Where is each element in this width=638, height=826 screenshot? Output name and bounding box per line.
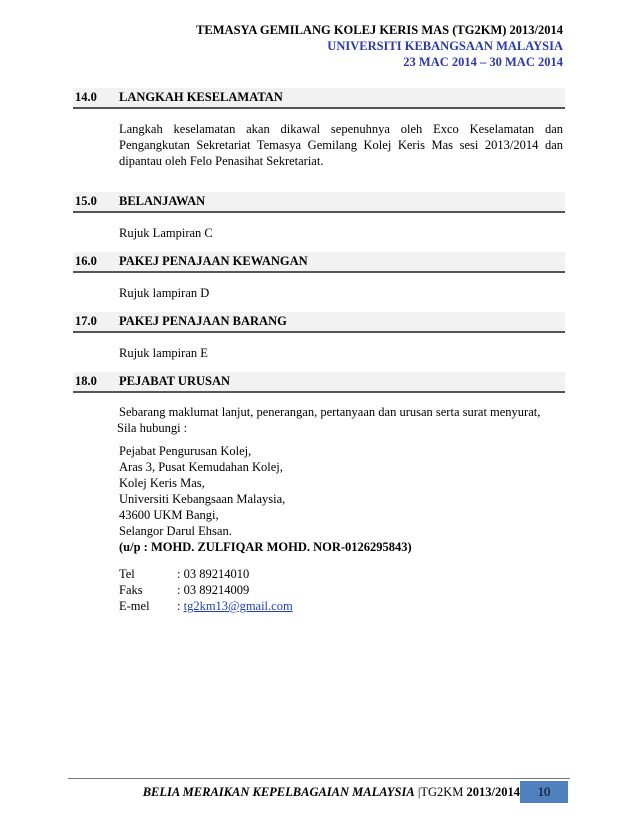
- address-line: Pejabat Pengurusan Kolej,: [119, 444, 252, 458]
- address-line: Kolej Keris Mas,: [119, 476, 205, 490]
- contact-label: Faks: [119, 583, 143, 597]
- section-18-intro: Sebarang maklumat lanjut, penerangan, pertanyaan dan urusan serta surat menyurat,: [119, 405, 541, 419]
- section-number: 16.0: [75, 254, 97, 268]
- contact-label: Tel: [119, 567, 135, 581]
- section-18-contact-prompt: Sila hubungi :: [117, 421, 188, 435]
- section-number: 14.0: [75, 90, 97, 104]
- contact-value: : 03 89214009: [177, 583, 250, 597]
- section-number: 15.0: [75, 194, 97, 208]
- section-heading-15: [73, 192, 565, 213]
- section-title: LANGKAH KESELAMATAN: [119, 90, 283, 104]
- contact-row-tel: [119, 566, 249, 582]
- section-title: PEJABAT URUSAN: [119, 374, 231, 388]
- page-number: 10: [520, 781, 568, 803]
- section-17-text: Rujuk lampiran E: [119, 346, 208, 360]
- contact-prefix: :: [177, 599, 184, 613]
- section-number: 18.0: [75, 374, 97, 388]
- header-event-title: TEMASYA GEMILANG KOLEJ KERIS MAS (TG2KM) 2013/2014: [196, 23, 563, 37]
- section-title: PAKEJ PENAJAAN KEWANGAN: [119, 254, 308, 268]
- section-14-paragraph: Langkah keselamatan akan dikawal sepenuhnya oleh Exco Keselamatan dan Pengangkutan Sekretariat Temasya Gemilang Kolej Keris Mas sesi 2013/2014 dan dipantau oleh Felo Penasihat Sekretariat.: [119, 122, 563, 168]
- section-16-text: Rujuk lampiran D: [119, 286, 210, 300]
- section-heading-16: [73, 252, 565, 273]
- section-heading-14: [73, 88, 565, 109]
- section-heading-18: [73, 372, 565, 393]
- contact-row-email: [119, 598, 293, 614]
- address-line: Aras 3, Pusat Kemudahan Kolej,: [119, 460, 283, 474]
- footer-slogan: BELIA MERAIKAN KEPELBAGAIAN MALAYSIA: [142, 785, 415, 799]
- section-15-text: Rujuk Lampiran C: [119, 226, 213, 240]
- section-heading-17: [73, 312, 565, 333]
- address-line: Universiti Kebangsaan Malaysia,: [119, 492, 286, 506]
- email-link[interactable]: tg2km13@gmail.com: [183, 599, 293, 613]
- contact-row-fax: [119, 582, 249, 598]
- contact-label: E-mel: [119, 599, 150, 613]
- section-number: 17.0: [75, 314, 97, 328]
- footer-event-prefix: TG2KM: [420, 785, 467, 799]
- header-dates: 23 MAC 2014 – 30 MAC 2014: [403, 55, 563, 69]
- page-header: [196, 22, 563, 70]
- page-footer: [60, 780, 520, 804]
- section-title: BELANJAWAN: [119, 194, 206, 208]
- header-university: UNIVERSITI KEBANGSAAN MALAYSIA: [327, 39, 563, 53]
- footer-event-year: 2013/2014: [466, 785, 520, 799]
- section-title: PAKEJ PENAJAAN BARANG: [119, 314, 287, 328]
- footer-separator: |: [414, 785, 421, 799]
- contact-value: : 03 89214010: [177, 567, 250, 581]
- address-line: Selangor Darul Ehsan.: [119, 524, 232, 538]
- footer-rule: [68, 778, 570, 779]
- contact-person: (u/p : MOHD. ZULFIQAR MOHD. NOR-0126295843): [119, 540, 412, 554]
- address-line: 43600 UKM Bangi,: [119, 508, 219, 522]
